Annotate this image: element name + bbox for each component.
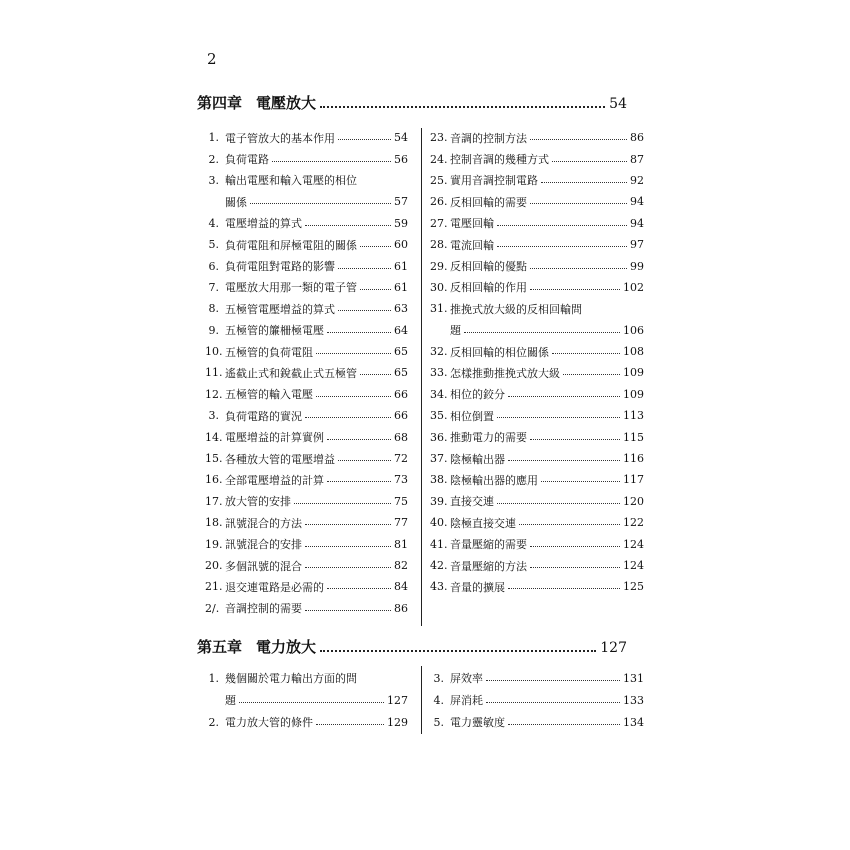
toc-entry-leader: [530, 567, 620, 568]
toc-entry-title: 反相回輸的相位關係: [450, 345, 549, 359]
toc-entry-title: 放大管的安排: [225, 495, 291, 509]
toc-entry: [430, 555, 644, 576]
toc-entry-title: 負荷電路: [225, 153, 269, 167]
toc-entry-title: 五極管電壓增益的算式: [225, 302, 335, 316]
toc-entry-number: 4.: [208, 216, 219, 230]
chapter-4-page: 54: [609, 96, 627, 112]
toc-entry-page: 66: [394, 387, 408, 401]
toc-entry-leader: [530, 139, 627, 140]
toc-entry-page: 86: [630, 131, 644, 145]
chapter-5-number: 第五章: [197, 638, 243, 656]
toc-entry-leader: [497, 417, 620, 418]
chapter-5-page: 127: [600, 640, 627, 656]
toc-entry-number: 4.: [433, 693, 444, 707]
toc-entry-page: 125: [623, 580, 644, 594]
toc-entry-page: 64: [394, 323, 408, 337]
toc-entry-title: 訊號混合的方法: [225, 516, 302, 530]
toc-entry: [430, 711, 644, 733]
toc-entry-page: 60: [394, 238, 408, 252]
toc-entry-number: 20.: [205, 559, 223, 572]
toc-entry-leader: [530, 203, 627, 204]
toc-entry-title: 陰極直接交連: [450, 516, 516, 530]
toc-entry: [205, 341, 408, 362]
toc-entry-leader: [530, 268, 627, 269]
toc-entry-leader: [497, 225, 627, 226]
toc-entry-leader: [338, 460, 391, 461]
chapter-4-title: 電壓放大: [256, 94, 317, 112]
toc-entry-page: 65: [394, 345, 408, 359]
toc-entry-number: 19.: [205, 537, 223, 551]
toc-entry: [205, 234, 408, 255]
toc-entry-page: 129: [387, 715, 408, 729]
toc-entry-title: 電流回輸: [450, 238, 494, 252]
toc-entry-title: 遙截止式和銳截止式五極管: [225, 366, 357, 380]
toc-entry-page: 61: [394, 280, 408, 294]
toc-entry-leader: [486, 702, 620, 703]
toc-entry-title: 電壓放大用那一類的電子管: [225, 281, 357, 295]
toc-entry-leader: [305, 567, 391, 568]
toc-entry-number: 1.: [208, 131, 219, 145]
toc-entry-page: 73: [394, 473, 408, 487]
page-number: 2: [207, 50, 217, 68]
toc-entry-leader: [305, 225, 391, 226]
toc-entry-number: 39.: [430, 494, 448, 508]
toc-entry: [205, 512, 408, 533]
toc-entry-leader: [305, 417, 391, 418]
toc-entry-page: 92: [630, 173, 644, 187]
toc-entry-leader: [360, 246, 391, 247]
toc-entry-number: 6.: [208, 259, 219, 273]
toc-entry: [205, 170, 408, 191]
toc-entry-number: 37.: [430, 452, 448, 466]
chapter-5-right-column: [430, 667, 644, 733]
toc-entry: [205, 362, 408, 383]
toc-entry-number: 30.: [430, 280, 448, 294]
toc-entry-title: 音量壓縮的方法: [450, 559, 527, 573]
chapter-4-left-column: [205, 127, 408, 619]
toc-entry-number: 2/.: [205, 601, 220, 615]
toc-entry-number: 16.: [205, 473, 223, 487]
chapter-4-leader: [320, 106, 605, 108]
toc-entry-page: 61: [394, 259, 408, 273]
toc-entry-title: 電子管放大的基本作用: [225, 131, 335, 145]
toc-entry-leader: [464, 332, 620, 333]
toc-entry-leader: [272, 161, 391, 162]
toc-entry-leader: [305, 524, 391, 525]
toc-entry-number: 29.: [430, 259, 448, 273]
toc-entry-leader: [508, 460, 620, 461]
chapter-4-right-column: [430, 127, 644, 598]
toc-entry: [205, 448, 408, 469]
toc-entry-number: 40.: [430, 516, 448, 530]
toc-entry: [430, 405, 644, 426]
toc-entry-title: 負荷電阻和屏極電阻的關係: [225, 238, 357, 252]
toc-entry: [205, 191, 408, 212]
toc-entry: [205, 667, 408, 689]
toc-entry-number: 18.: [205, 516, 223, 530]
toc-entry-title: 各種放大管的電壓增益: [225, 452, 335, 466]
toc-entry-leader: [316, 353, 391, 354]
toc-entry-page: 133: [623, 693, 644, 707]
toc-entry: [430, 448, 644, 469]
toc-entry: [205, 533, 408, 554]
toc-entry: [430, 277, 644, 298]
toc-entry-leader: [338, 310, 391, 311]
toc-entry-title: 怎樣推動推挽式放大級: [450, 366, 560, 380]
toc-entry-title: 反相回輸的優點: [450, 260, 527, 274]
toc-entry-number: 5.: [208, 238, 219, 252]
toc-entry-number: 5.: [433, 715, 444, 729]
toc-entry: [430, 469, 644, 490]
toc-entry-number: 12.: [205, 387, 223, 401]
toc-entry-page: 72: [394, 452, 408, 466]
toc-entry-number: 35.: [430, 409, 448, 423]
toc-entry-title: 相位的鉸分: [450, 388, 505, 402]
toc-entry-leader: [327, 588, 391, 589]
toc-entry-page: 131: [623, 671, 644, 685]
toc-entry-page: 75: [394, 494, 408, 508]
toc-entry: [205, 426, 408, 447]
toc-entry-leader: [338, 268, 391, 269]
toc-entry-leader: [360, 289, 391, 290]
toc-entry-title: 控制音調的幾種方式: [450, 153, 549, 167]
toc-entry-page: 66: [394, 409, 408, 423]
toc-entry-leader: [338, 139, 391, 140]
toc-entry: [430, 689, 644, 711]
toc-entry-page: 122: [623, 516, 644, 530]
toc-entry-title: 推挽式放大級的反相回輸問: [450, 302, 582, 316]
toc-entry-page: 63: [394, 302, 408, 316]
toc-entry-title: 五極管的簾柵極電壓: [225, 324, 324, 338]
toc-entry-leader: [327, 439, 391, 440]
toc-entry: [430, 576, 644, 597]
toc-entry-page: 68: [394, 430, 408, 444]
toc-entry-page: 115: [623, 430, 644, 444]
toc-entry-title: 反相回輸的需要: [450, 195, 527, 209]
toc-entry-page: 109: [623, 366, 644, 380]
toc-entry-title: 屏消耗: [450, 694, 483, 707]
toc-entry-number: 1.: [208, 671, 219, 685]
toc-entry: [205, 405, 408, 426]
toc-entry-title: 音調的控制方法: [450, 131, 527, 145]
toc-entry-leader: [305, 610, 391, 611]
toc-entry-leader: [552, 353, 620, 354]
toc-entry: [430, 234, 644, 255]
toc-entry-page: 97: [630, 238, 644, 252]
toc-entry: [430, 362, 644, 383]
toc-entry-leader: [541, 481, 620, 482]
toc-entry-number: 11.: [205, 366, 223, 380]
toc-entry-leader: [327, 332, 391, 333]
toc-entry-number: 21.: [205, 580, 223, 594]
toc-entry: [205, 491, 408, 512]
toc-entry-title: 五極管的負荷電阻: [225, 345, 313, 359]
toc-entry-page: 59: [394, 216, 408, 230]
toc-entry-page: 54: [394, 131, 408, 145]
toc-entry-number: 32.: [430, 345, 448, 359]
toc-entry: [430, 667, 644, 689]
toc-entry-page: 113: [623, 409, 644, 423]
toc-entry-leader: [508, 588, 620, 589]
toc-entry-leader: [497, 246, 627, 247]
toc-entry-page: 87: [630, 152, 644, 166]
toc-entry-number: 3.: [433, 671, 444, 685]
toc-entry-number: 25.: [430, 173, 448, 187]
toc-entry-number: 23.: [430, 131, 448, 145]
toc-entry-leader: [563, 374, 620, 375]
toc-entry: [430, 298, 644, 319]
toc-entry-number: 36.: [430, 430, 448, 444]
toc-entry: [205, 689, 408, 711]
toc-entry: [205, 320, 408, 341]
toc-entry-page: 124: [623, 559, 644, 572]
toc-entry: [205, 576, 408, 597]
toc-entry-leader: [508, 396, 620, 397]
toc-entry: [430, 170, 644, 191]
toc-entry-page: 134: [623, 715, 644, 729]
toc-entry-number: 31.: [430, 302, 448, 316]
toc-entry-number: 8.: [208, 302, 219, 316]
toc-entry-leader: [552, 161, 627, 162]
toc-entry-title: 電力放大管的條件: [225, 716, 313, 729]
toc-entry: [205, 555, 408, 576]
toc-entry: [205, 127, 408, 148]
toc-entry-number: 24.: [430, 152, 448, 166]
toc-entry-page: 77: [394, 516, 408, 530]
toc-entry-page: 124: [623, 537, 644, 551]
toc-entry-title: 題: [450, 324, 461, 338]
toc-entry: [205, 598, 408, 619]
toc-entry: [205, 384, 408, 405]
toc-entry-number: 41.: [430, 537, 448, 551]
toc-entry-number: 38.: [430, 473, 448, 487]
toc-entry-leader: [519, 524, 620, 525]
toc-entry: [430, 213, 644, 234]
toc-entry-page: 94: [630, 195, 644, 209]
toc-entry-page: 84: [394, 580, 408, 594]
toc-entry-title: 負荷電阻對電路的影響: [225, 260, 335, 274]
chapter-5-header: [197, 636, 627, 658]
toc-entry-page: 99: [630, 259, 644, 273]
toc-entry-number: 3.: [208, 173, 219, 187]
toc-entry-leader: [316, 396, 391, 397]
toc-entry: [205, 277, 408, 298]
toc-entry-page: 127: [387, 693, 408, 707]
toc-entry-page: 82: [394, 559, 408, 572]
toc-entry-leader: [530, 439, 620, 440]
toc-entry-leader: [530, 289, 620, 290]
toc-entry: [205, 711, 408, 733]
toc-entry-page: 120: [623, 494, 644, 508]
chapter-5-column-divider: [421, 666, 422, 734]
toc-entry-title: 陰極輸出器: [450, 452, 505, 466]
toc-entry: [430, 512, 644, 533]
chapter-5-title: 電力放大: [256, 638, 317, 656]
toc-entry: [430, 533, 644, 554]
toc-entry-title: 退交連電路是必需的: [225, 580, 324, 594]
toc-entry-page: 57: [394, 195, 408, 209]
toc-entry-page: 65: [394, 366, 408, 380]
toc-entry-title: 電壓回輸: [450, 217, 494, 231]
toc-entry-title: 音調控制的需要: [225, 602, 302, 616]
toc-entry: [430, 320, 644, 341]
toc-entry-page: 106: [623, 323, 644, 337]
toc-entry: [205, 298, 408, 319]
toc-entry: [430, 341, 644, 362]
toc-entry-title: 電力靈敏度: [450, 716, 505, 729]
toc-entry-leader: [530, 546, 620, 547]
toc-entry-title: 多個訊號的混合: [225, 559, 302, 573]
toc-entry-number: 14.: [205, 430, 223, 444]
toc-entry-title: 屏效率: [450, 672, 483, 685]
toc-entry-title: 輸出電壓和輸入電壓的相位: [225, 174, 357, 188]
toc-entry-leader: [508, 724, 620, 725]
toc-entry-number: 26.: [430, 195, 448, 209]
chapter-5-left-column: [205, 667, 408, 733]
toc-entry-title: 實用音調控制電路: [450, 174, 538, 188]
toc-entry: [205, 255, 408, 276]
toc-entry-number: 2.: [208, 152, 219, 166]
toc-entry: [430, 426, 644, 447]
toc-entry-leader: [239, 702, 384, 703]
toc-entry: [430, 148, 644, 169]
toc-entry-number: 33.: [430, 366, 448, 380]
toc-entry-number: 42.: [430, 559, 448, 572]
chapter-4-header: [197, 92, 627, 114]
toc-entry-title: 全部電壓增益的計算: [225, 473, 324, 487]
toc-entry-title: 電壓增益的計算實例: [225, 431, 324, 445]
toc-entry-page: 102: [623, 280, 644, 294]
toc-entry-title: 關係: [225, 195, 247, 209]
toc-entry-title: 負荷電路的實況: [225, 409, 302, 423]
toc-entry: [430, 127, 644, 148]
toc-entry-title: 陰極輸出器的應用: [450, 473, 538, 487]
chapter-5-leader: [320, 650, 596, 652]
toc-entry-title: 五極管的輸入電壓: [225, 388, 313, 402]
toc-entry-number: 28.: [430, 238, 448, 252]
toc-entry: [205, 148, 408, 169]
toc-entry-number: 15.: [205, 452, 223, 466]
toc-entry: [205, 213, 408, 234]
toc-entry-number: 17.: [205, 494, 223, 508]
toc-entry-number: 3.: [208, 409, 219, 423]
toc-entry-title: 反相回輸的作用: [450, 281, 527, 295]
toc-entry-number: 27.: [430, 216, 448, 230]
toc-entry-title: 電壓增益的算式: [225, 217, 302, 231]
toc-entry-number: 2.: [208, 715, 219, 729]
toc-entry-page: 56: [394, 152, 408, 166]
toc-entry-leader: [497, 503, 620, 504]
toc-entry-leader: [294, 503, 391, 504]
toc-entry-leader: [486, 680, 620, 681]
toc-entry-number: 34.: [430, 387, 448, 401]
toc-entry: [430, 491, 644, 512]
toc-entry-leader: [250, 203, 391, 204]
chapter-4-column-divider: [421, 128, 422, 626]
toc-entry-title: 幾個關於電力輸出方面的問: [225, 672, 357, 685]
toc-entry-leader: [327, 481, 391, 482]
toc-entry-page: 81: [394, 537, 408, 551]
toc-entry-page: 94: [630, 216, 644, 230]
toc-entry-page: 117: [623, 473, 644, 487]
toc-entry: [430, 384, 644, 405]
toc-entry-page: 86: [394, 601, 408, 615]
toc-entry: [430, 191, 644, 212]
toc-entry-leader: [316, 724, 384, 725]
toc-entry-title: 題: [225, 694, 236, 707]
toc-entry-title: 直接交連: [450, 495, 494, 509]
toc-entry: [205, 469, 408, 490]
toc-entry-leader: [541, 182, 627, 183]
toc-entry-number: 10.: [205, 345, 223, 359]
chapter-4-number: 第四章: [197, 94, 243, 112]
toc-entry-title: 相位倒置: [450, 409, 494, 423]
toc-entry: [430, 255, 644, 276]
toc-entry-title: 音量的擴展: [450, 580, 505, 594]
toc-entry-leader: [360, 374, 391, 375]
toc-entry-title: 音量壓縮的需要: [450, 538, 527, 552]
toc-entry-number: 43.: [430, 580, 448, 594]
toc-entry-page: 116: [623, 452, 644, 466]
toc-entry-number: 9.: [208, 323, 219, 337]
toc-entry-title: 訊號混合的安排: [225, 538, 302, 552]
toc-entry-title: 推動電力的需要: [450, 431, 527, 445]
toc-entry-page: 108: [623, 345, 644, 359]
toc-entry-leader: [305, 546, 391, 547]
toc-entry-number: 7.: [208, 280, 219, 294]
toc-entry-page: 109: [623, 387, 644, 401]
